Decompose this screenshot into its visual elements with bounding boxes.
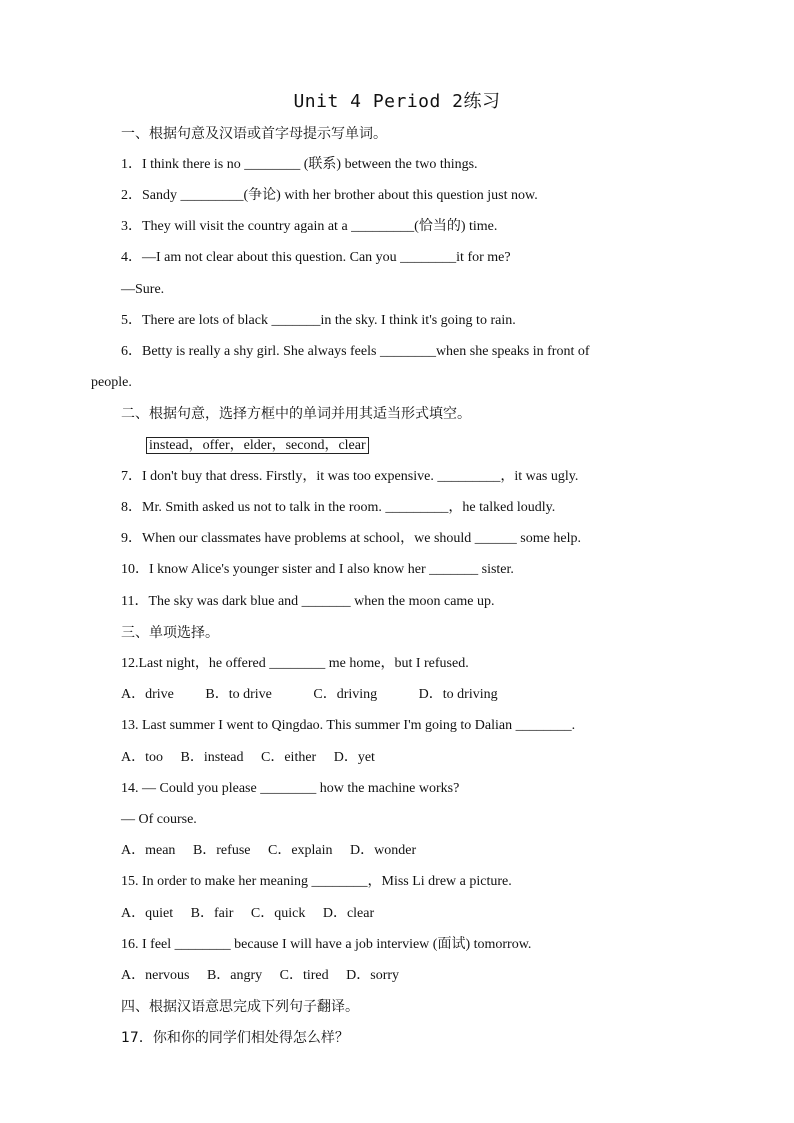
option-d: D．sorry [346,968,400,983]
option-b: B．to drive [205,687,272,702]
question-9: 9．When our classmates have problems at school，we should ______ some help. [121,531,581,546]
option-c: C．either [261,750,317,765]
question-6: 6．Betty is really a shy girl. She always feels ________when she speaks in front of [121,344,590,359]
option-b: B．instead [180,750,244,765]
question-13: 13. Last summer I went to Qingdao. This summer I'm going to Dalian ________. [121,718,576,733]
question-12-options [121,686,512,704]
option-c: C．explain [267,843,333,858]
question-3: 3．They will visit the country again at a _________(恰当的) time. [121,219,498,234]
question-12: 12.Last night，he offered ________ me home，but I refused. [121,656,469,671]
question-4: 4．—I am not clear about this question. Can you ________it for me? [121,250,511,265]
option-a: A．drive [121,687,174,702]
question-11: 11．The sky was dark blue and _______ when the moon came up. [121,594,495,609]
question-15-options [121,905,388,923]
option-d: D．wonder [350,843,417,858]
page-title: Unit 4 Period 2练习 [293,91,501,112]
option-b: B．refuse [192,843,251,858]
question-13-options [121,749,389,767]
question-1: 1．I think there is no ________ (联系) between the two things. [121,157,478,172]
section4-heading: 四、根据汉语意思完成下列句子翻译。 [121,999,359,1015]
option-c: C．quick [250,906,306,921]
question-15: 15. In order to make her meaning ________，Miss Li drew a picture. [121,874,512,889]
question-6-continued: people. [91,375,132,390]
question-16-options [121,967,413,985]
question-14-options [121,842,430,860]
question-7: 7．I don't buy that dress. Firstly，it was too expensive. _________，it was ugly. [121,469,579,484]
option-a: A．mean [121,843,176,858]
option-c: C．tired [279,968,329,983]
option-d: D．to driving [418,687,498,702]
section3-heading: 三、单项选择。 [121,625,219,641]
option-b: B．angry [206,968,263,983]
option-a: A．too [121,750,163,765]
option-a: A．nervous [121,968,190,983]
question-16: 16. I feel ________ because I will have a job interview (面试) tomorrow. [121,937,532,952]
option-d: D．clear [322,906,375,921]
question-14-reply: — Of course. [121,812,197,827]
section2-heading: 二、根据句意，选择方框中的单词并用其适当形式填空。 [121,406,471,422]
option-d: D．yet [333,750,375,765]
word-box [146,437,369,455]
question-4-reply: —Sure. [121,282,165,297]
question-2: 2．Sandy _________(争论) with her brother about this question just now. [121,188,538,203]
option-c: C．driving [313,687,378,702]
question-17: 17．你和你的同学们相处得怎么样？ [121,1030,349,1046]
question-10: 10．I know Alice's younger sister and I also know her _______ sister. [121,562,514,577]
word-box-words: instead，offer，elder，second，clear [146,437,369,454]
question-5: 5．There are lots of black _______in the sky. I think it's going to rain. [121,313,516,328]
section1-heading: 一、根据句意及汉语或首字母提示写单词。 [121,126,387,142]
question-8: 8．Mr. Smith asked us not to talk in the room. _________，he talked loudly. [121,500,556,515]
option-a: A．quiet [121,906,174,921]
option-b: B．fair [190,906,234,921]
question-14: 14. — Could you please ________ how the machine works? [121,781,460,796]
